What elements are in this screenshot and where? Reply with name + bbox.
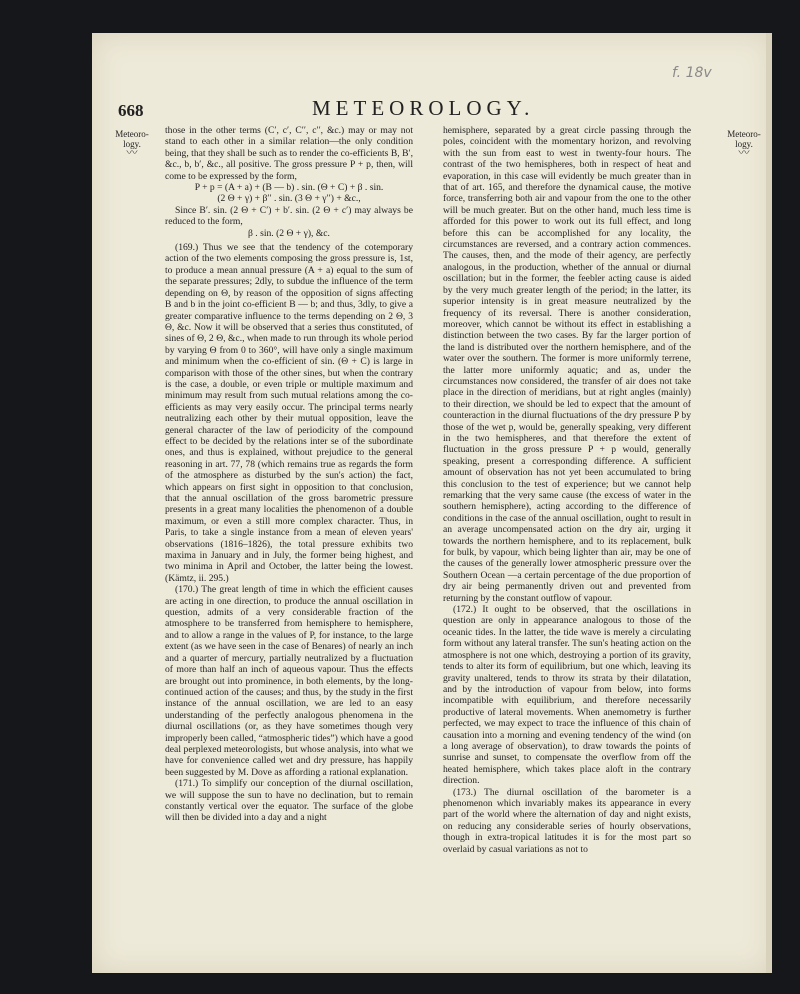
book-page	[92, 33, 772, 973]
paragraph-171: (171.) To simplify our conception of the diurnal oscillation, we will suppose the sun to have no declination, but to remain constantly vertical over the equator. The surface of the globe will then be divided into a day and a night	[165, 778, 413, 824]
margin-note-text: Meteoro- logy.	[115, 129, 149, 149]
formula-line: P + p = (A + a) + (B — b) . sin. (Θ + C) + β . sin.	[194, 182, 384, 194]
formula-line: (2 Θ + γ) + β′′ . sin. (3 Θ + γ′′) + &c.,	[217, 193, 361, 205]
swash-ornament: 〰	[738, 147, 750, 159]
page-number: 668	[118, 101, 144, 120]
paragraph-170: (170.) The great length of time in which the efficient causes are acting in one direction, to produce the annual oscillation in question, admits of a very considerable fraction of the atmosphere to be transferred from hemisphere to hemisphere, and to allow a range in the values of P, for instance, to the large extent (as we have seen in the case of Benares) of nearly an inch and a quarter of mercury, partially neutralized by a fluctuation of more than half an inch of aqueous vapour. Thus the effects are brought out into prominence, in both elements, by the long-continued action of the causes; and thus, by the study in the first instance of the annual oscillation, we are led to an easy understanding of the perfectly analogous phenomena in the diurnal oscillations (or, as they have sometimes though very improperly been called, “atmospheric tides”) which have a good deal perplexed meteorologists, but whose analysis, into what we have for convenience called wet and dry pressure, has happily been suggested by M. Dove as affording a rational explanation.	[165, 584, 413, 778]
running-title: METEOROLOGY.	[312, 96, 535, 120]
paragraph-172: (172.) It ought to be observed, that the oscillations in question are only in appearance analogous to those of the oceanic tides. In the latter, the tide wave is merely a circulating form without any lateral transfer. The sun's heating action on the atmosphere is not one which, destroying a portion of its gravity, tends to alter its form of equilibrium, but one which, leaving its gravity unaltered, tends to throw its strata by their dilatation, and by the introduction of vapour from below, into forms incompatible with equilibrium, and therefore necessarily productive of lateral movements. When anemometry is further perfected, we may expect to trace the influence of this chain of causation into a morning and evening tendency of the wind (on a long average of observation), to draw towards the points of sunrise and sunset, to compensate the overflow from off the heated hemisphere, which takes place aloft in the contrary direction.	[443, 604, 691, 787]
pencil-folio-note: f. 18v	[672, 65, 712, 81]
paragraph-173: (173.) The diurnal oscillation of the barometer is a phenomenon which invariably makes its appearance in every part of the world where the alternation of day and night exists, on reducing any considerable series of hourly observations, though in extra-tropical latitudes it is for the most part so overlaid by casual variations as not to	[443, 786, 691, 855]
paragraph: Since B′. sin. (2 Θ + C′) + b′. sin. (2 Θ + c′) may always be reduced to the form,	[165, 204, 413, 228]
margin-note-left	[112, 129, 152, 157]
right-column	[443, 125, 691, 895]
paragraph-continued: hemisphere, separated by a great circle passing through the poles, coincident with the momentary horizon, and revolving with the sun from east to west in twenty-four hours. The contrast of the two hemispheres, both in respect of heat and evaporation, in this case will evidently be much greater than in that of art. 165, and therefore the dynamical cause, the motive force, transferring both air and vapour from the one to the other will be much greater. But on the other hand, much less time is afforded for this power to work out its full effect, and long before this can be accomplished for any locality, the circumstances are reversed, and a contrary action commences. The causes, then, and the mode of their agency, are perfectly analogous, in the production, whether of the annual or diurnal oscillation; but in the former, the feebler acting cause is aided by the very much greater length of the period; in the latter, its superior intensity is in great measure neutralized by the frequency of its reversal. There is another consideration, moreover, which cannot be without its effect in establishing a distinction between the two cases. By far the larger portion of the land is distributed over the northern hemisphere, and of the water over the southern. The former is more uniformly terrene, the latter more uniformly aquatic; and as, under the circumstances now considered, the transfer of air does not take place in the direction of meridians, but at right angles (mainly) to their direction, we should be led to expect that the amount of counteraction in the diurnal fluctuations of the dry pressure P by those of the wet p, would be, generally speaking, very different in the two hemispheres, and that therefore the extent of fluctuation in the gross pressure P + p would, generally speaking, present a corresponding difference. A sufficient amount of observation has not yet been accumulated to bring this conclusion to the test of experience; but we cannot help remarking that the very same cause (the excess of water in the southern hemisphere), acting according to the difference of conditions in the case of the annual oscillation, ought to result in an average uncompensated action on the dry air, urging it towards the northern hemisphere, and to its replacement, bulk for bulk, by vapour, which being lighter than air, may be one of the causes of the generally lower atmospheric pressure over the Southern Ocean —a certain percentage of the due proportion of dry air being permanently driven out and prevented from returning by the constant outflow of vapour.	[443, 125, 691, 604]
left-column	[165, 125, 413, 885]
paragraph-continued: those in the other terms (C′, c′, C′′, c′′, &c.) may or may not stand to each other in a similar relation—the only condition being, that they shall be such as to render the co-efficients B, B′, &c., b, b′, &c., all positive. The gross pressure P + p, then, will come to be expressed by the form,	[165, 125, 413, 182]
formula-line: β . sin. (2 Θ + γ), &c.	[248, 227, 330, 239]
paragraph-169: (169.) Thus we see that the tendency of the cotemporary action of the two elements composing the gross pressure is, 1st, to produce a mean annual pressure (A + a) equal to the sum of the separate pressures; 2dly, to subdue the influence of the term depending on Θ, by reason of the opposition of signs affecting B and b in the joint co-efficient B — b; and thus, 3dly, to give a greater comparative influence to the terms depending on 2 Θ, 3 Θ, &c. Now it will be observed that a series thus constituted, of sines of Θ, 2 Θ, &c., when made to run through its whole period by varying Θ from 0 to 360°, will have only a single maximum and minimum when the co-efficient of sin. (Θ + C) is large in comparison with those of the other sines, but when the contrary is the case, a double, or even triple or multiple maximum and minimum may result from such mutual relations among the co-efficients as may very easily occur. The principal terms nearly neutralizing each other by their mutual opposition, leave the general character of the law of periodicity of the compound effect to be decided by the relations inter se of the subordinate ones, and thus is explained, without prejudice to the general reasoning in art. 77, 78 (which remains true as regards the form of the atmosphere as disturbed by the sun's action) the fact, which appears on first sight in opposition to that conclusion, that the annual oscillation of the gross barometric pressure presents in a great many localities the phenomenon of a double maximum, or even a still more complex character. Thus, in Paris, to take a single instance from a mean of eleven years' observations (1816–1826), the total pressure exhibits two maxima in January and in July, the former being highest, and two minima in April and October, the latter being the lowest. (Kämtz, ii. 295.)	[165, 242, 413, 584]
page-edge	[766, 33, 772, 973]
margin-note-text: Meteoro- logy.	[727, 129, 761, 149]
margin-note-right	[724, 129, 764, 157]
swash-ornament: 〰	[126, 147, 138, 159]
